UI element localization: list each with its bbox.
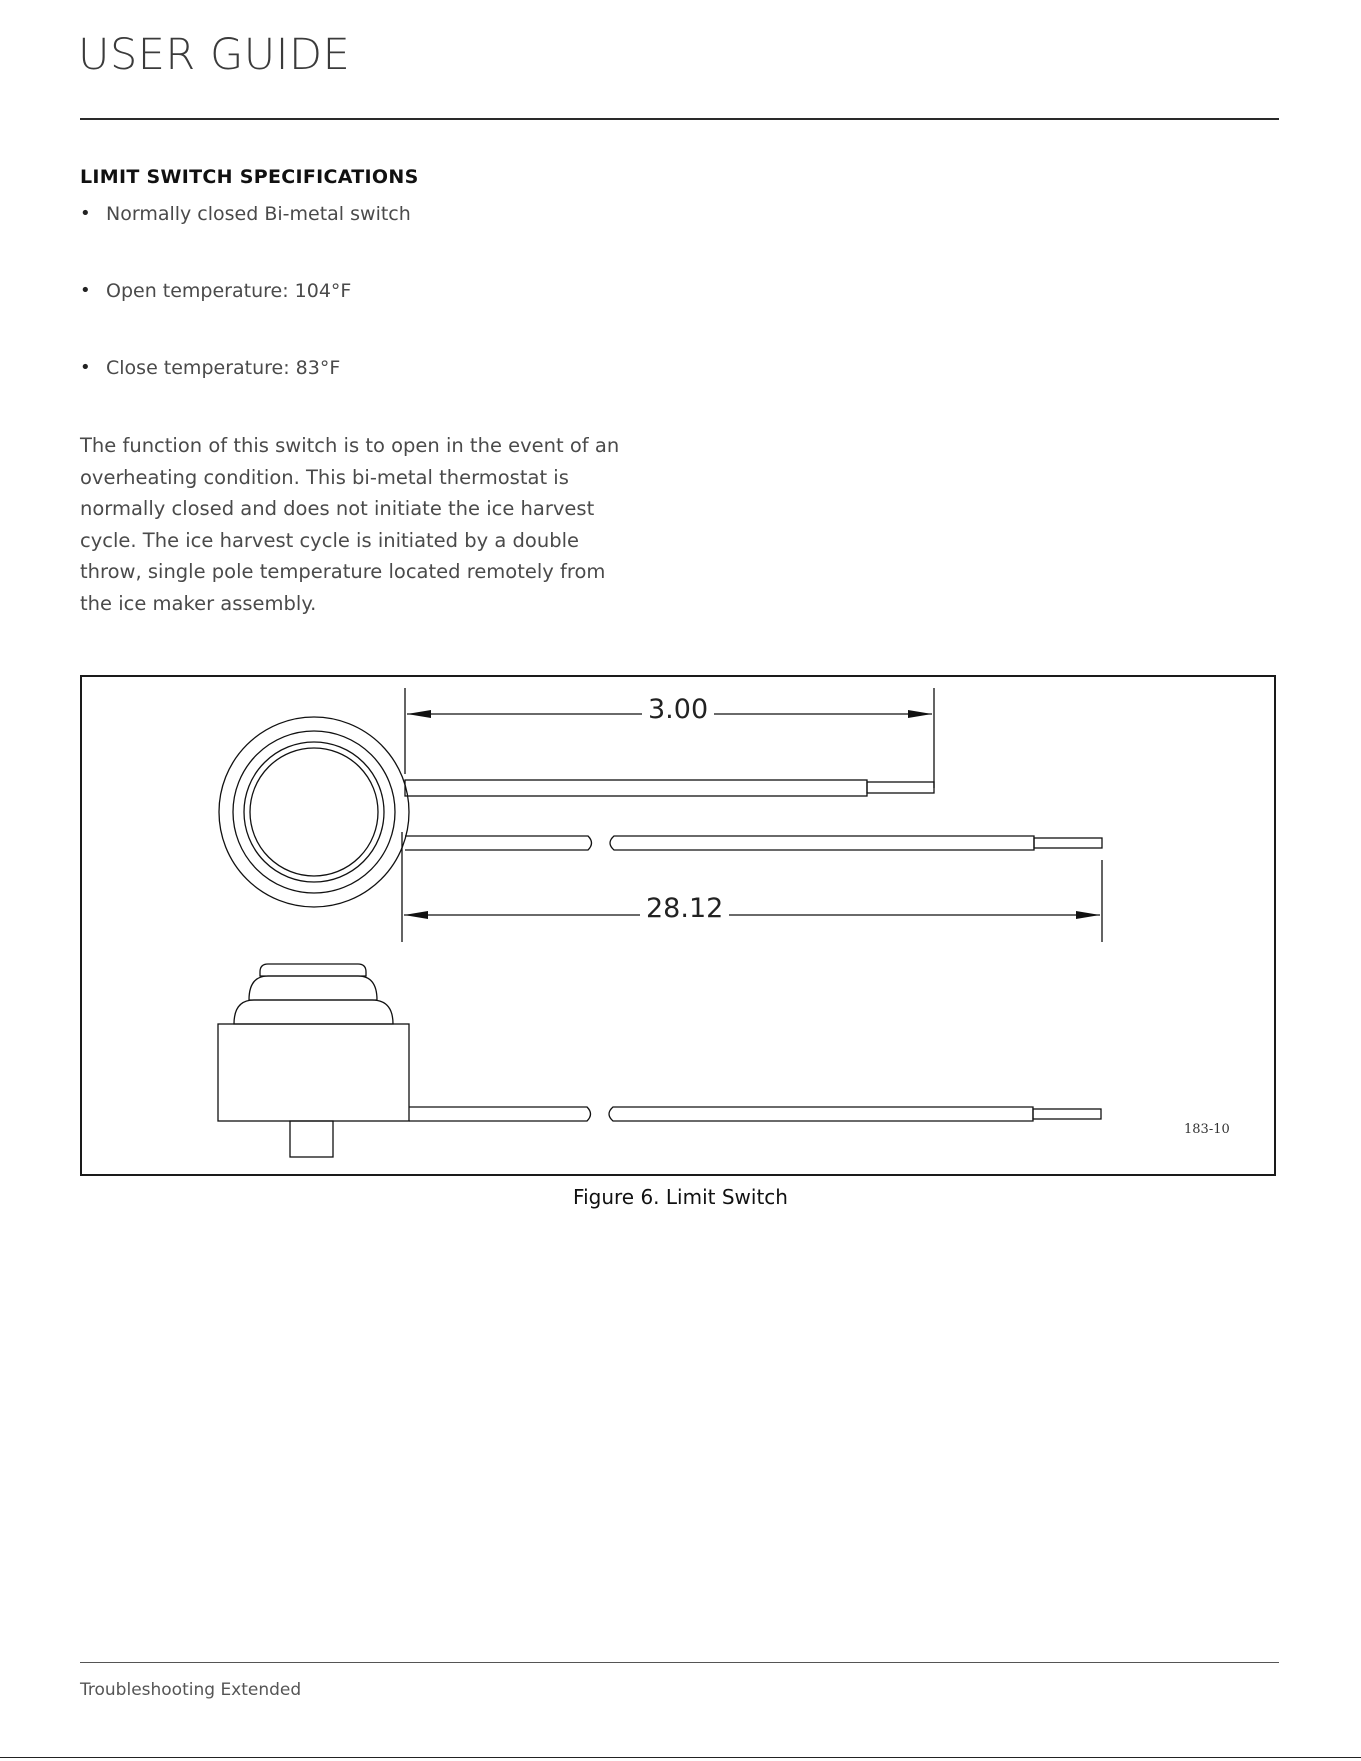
part-number: 183-10	[1184, 1122, 1230, 1137]
page-title: USER GUIDE	[78, 30, 351, 80]
footer-text: Troubleshooting Extended	[80, 1680, 302, 1700]
spec-text: Open temperature: 104°F	[106, 280, 352, 302]
page-bottom-edge	[0, 1757, 1361, 1758]
limit-switch-drawing	[82, 677, 1274, 1174]
list-item	[80, 356, 411, 433]
figure-caption: Figure 6. Limit Switch	[573, 1185, 788, 1209]
list-item	[80, 279, 411, 356]
spec-text: Close temperature: 83°F	[106, 357, 341, 379]
bullet-icon: •	[80, 280, 91, 301]
list-item	[80, 202, 411, 279]
dimension-label-long: 28.12	[640, 895, 729, 922]
spec-text: Normally closed Bi-metal switch	[106, 203, 411, 225]
header-divider	[80, 118, 1279, 120]
footer-divider	[80, 1662, 1279, 1663]
dimension-label-short: 3.00	[642, 696, 714, 723]
description-paragraph: The function of this switch is to open in the event of an overheating condition. This bi-metal thermostat is normally closed and does not initiate the ice harvest cycle. The ice harvest cycle is initiated by a double throw, single pole temperature located remotely from the ice maker assembly.	[80, 434, 620, 615]
figure-frame	[80, 675, 1276, 1176]
spec-list	[80, 202, 411, 433]
bullet-icon: •	[80, 203, 91, 224]
bullet-icon: •	[80, 357, 91, 378]
section-heading: LIMIT SWITCH SPECIFICATIONS	[80, 166, 419, 188]
